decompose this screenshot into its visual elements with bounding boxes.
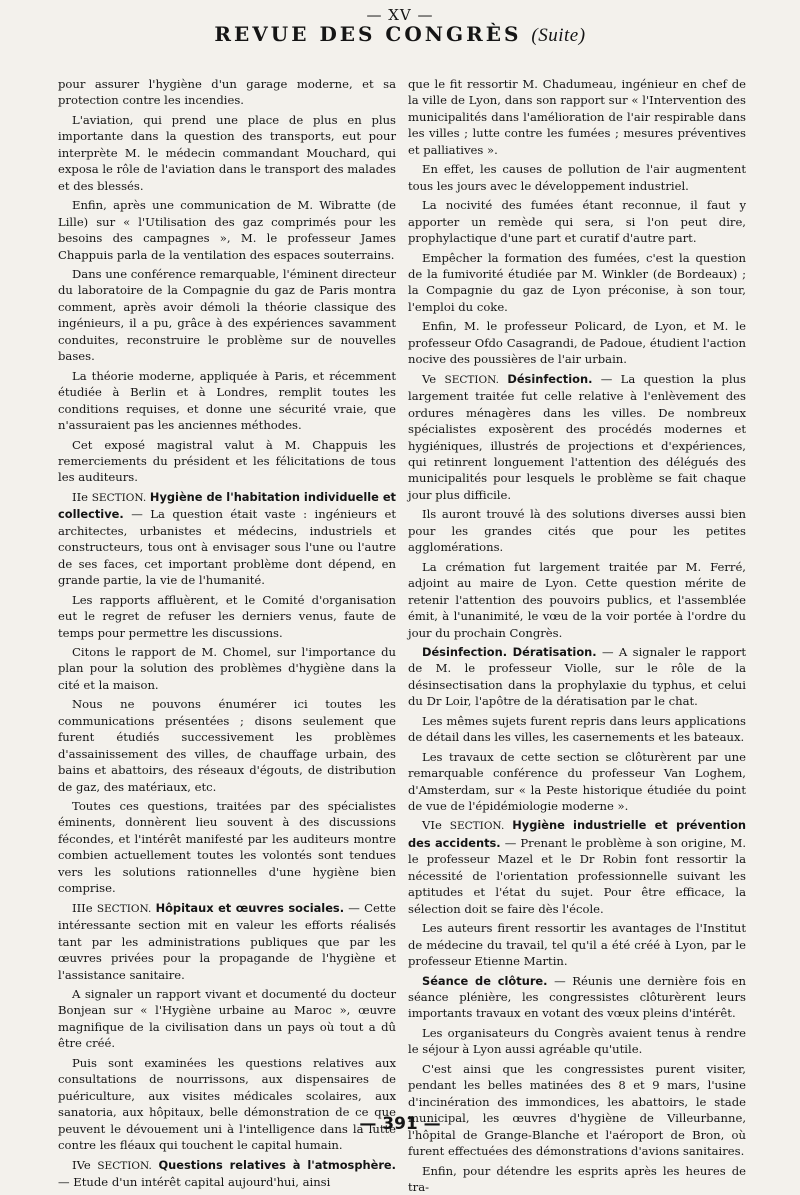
paragraph: Empêcher la formation des fumées, c'est la question de la fumivorité étudiée par M. Winkler (de Bordeaux) ; la Compagnie du gaz de Lyon préconise, à son tour, l'emploi du coke. xyxy=(408,250,746,314)
section-text: — Cette intéressante section mit en valeur les efforts réalisés tant par les administrations publiques que par les œuvres privées pour la propagande de l'hygiène et l'assistance sanitaire. xyxy=(58,900,396,982)
paragraph: Les organisateurs du Congrès avaient tenus à rendre le séjour à Lyon aussi agréable qu'utile. xyxy=(408,1025,746,1057)
section-text: — Prenant le problème à son origine, M. le professeur Mazel et le Dr Robin font ressortir la nécessité de l'orientation professionnelle suivant les aptitudes et l'état du sujet. Pour être efficace, la sélection doit se faire dès l'école. xyxy=(408,835,747,916)
section-4 xyxy=(58,1157,396,1191)
roman-page-number: — XV — xyxy=(366,6,434,24)
section-2 xyxy=(58,489,396,589)
section-number: VIe xyxy=(422,818,442,833)
section-text: — La question était vaste : ingénieurs et architectes, urbanistes et médecins, industriels et constructeurs, tous ont à envisager sous l'une ou l'autre de ses faces, cet important problème dont dépend, en grande partie, la vie de l'humanité. xyxy=(58,507,397,588)
section-5 xyxy=(408,371,746,504)
paragraph: La crémation fut largement traitée par M. Ferré, adjoint au maire de Lyon. Cette question mérite de retenir l'attention des pouvoirs publics, et l'assemblée émit, à l'unanimité, le vœu de la voir portée à l'ordre du jour du prochain Congrès. xyxy=(408,559,746,640)
paragraph: Les travaux de cette section se clôturèrent par une remarquable conférence du professeur Van Loghem, d'Amsterdam, sur « la Peste historique étudiée du point de vue de l'épidémiologie moderne ». xyxy=(408,749,746,814)
section-text: — Réunis une dernière fois en séance plénière, les congressistes clôturèrent leurs importants travaux en votant des vœux pleins d'intérêt. xyxy=(408,973,746,1021)
section-heading: Hôpitaux et œuvres sociales. xyxy=(155,900,345,915)
subsection-desinfection xyxy=(408,644,746,710)
journal-title xyxy=(0,22,800,47)
paragraph: La théorie moderne, appliquée à Paris, et récemment étudiée à Berlin et à Londres, remplit toutes les conditions requises, et donne une sécurité vraie, que n'assuraient pas les anciennes méthodes. xyxy=(58,368,396,433)
section-text: — Etude d'un intérêt capital aujourd'hui, ainsi xyxy=(58,1175,331,1189)
paragraph: Citons le rapport de M. Chomel, sur l'importance du plan pour la solution des problèmes d'hygiène dans la cité et la maison. xyxy=(58,644,396,692)
section-number: Ve xyxy=(422,371,437,386)
paragraph: pour assurer l'hygiène d'un garage moderne, et sa protection contre les incendies. xyxy=(58,77,396,108)
paragraph: Enfin, M. le professeur Policard, de Lyon, et M. le professeur Ofdo Casagrandi, de Padoue, étudient l'action nocive des poussières de l'air urbain. xyxy=(408,319,746,367)
paragraph: A signaler un rapport vivant et documenté du docteur Bonjean sur « l'Hygiène urbaine au Maroc », œuvre magnifique de la civilisation dans un pays où tout a dû être créé. xyxy=(58,987,396,1051)
section-text: — La question la plus largement traitée fut celle relative à l'enlèvement des ordures ménagères dans les villes. De nombreux spécialistes exposèrent des procédés modernes et hygiéniques, illustrés de projections et d'expériences, qui retinrent longuement l'attention des délégués des municipalités pour lesquels le problème se fait chaque jour plus difficile. xyxy=(408,371,746,502)
section-heading: Séance de clôture. xyxy=(422,973,548,988)
section-number: IIe xyxy=(72,489,89,504)
section-6 xyxy=(408,817,746,917)
section-text: — A signaler le rapport de M. le professeur Violle, sur le rôle de la désinsectisation dans la prophylaxie du typhus, et celui du Dr Loir, l'apôtre de la dératisation par le chat. xyxy=(408,644,746,709)
page-number: — 391 — xyxy=(359,1114,441,1134)
paragraph: Les rapports affluèrent, et le Comité d'organisation eut le regret de refuser les derniers venus, faute de temps pour permettre les discussions. xyxy=(58,592,396,640)
paragraph: Les mêmes sujets furent repris dans leurs applications de détail dans les villes, les casernements et les bateaux. xyxy=(408,713,746,745)
paragraph: que le fit ressortir M. Chadumeau, ingénieur en chef de la ville de Lyon, dans son rapport sur « l'Intervention des municipalités dans l'amélioration de l'air respirable dans les villes ; lutte contre les fumées ; mesures préventives et palliatives ». xyxy=(408,77,746,157)
title-text: REVUE DES CONGRÈS xyxy=(214,22,522,46)
paragraph: Puis sont examinées les questions relatives aux consultations de nourrissons, aux dispensaires de puériculture, aux visites médicales scolaires, aux sanatoria, aux hôpitaux, belle démonstration de ce que peuvent le dévouement uni à l'intelligence dans la lutte contre les fléaux qui touchent le capital humain. xyxy=(58,1055,396,1153)
section-heading: Hygiène de l'habitation individuelle et collective. xyxy=(58,489,396,522)
section-heading: Questions relatives à l'atmosphère. xyxy=(158,1157,396,1172)
section-label: SECTION. xyxy=(91,491,147,504)
paragraph: C'est ainsi que les congressistes purent visiter, pendant les belles matinées des 8 et 9 mars, l'usine d'incinération des immondices, les abattoirs, le stade municipal, les œuvres d'hygiène de Villeurbanne, l'hôpital de Grange-Blanche et l'aéroport de Bron, où furent effectuées des démonstrations d'avions sanitaires. xyxy=(408,1061,746,1159)
section-label: SECTION. xyxy=(96,902,152,915)
section-heading: Hygiène industrielle et prévention des accidents. xyxy=(408,818,747,850)
section-number: IVe xyxy=(72,1157,91,1172)
paragraph: Dans une conférence remarquable, l'éminent directeur du laboratoire de la Compagnie du gaz de Paris montra comment, après avoir démoli la théorie classique des ingénieurs, il a pu, grâce à des expériences savamment conduites, reconstruire le problème sur de nouvelles bases. xyxy=(58,266,396,364)
paragraph: L'aviation, qui prend une place de plus en plus importante dans la question des transports, eut pour interprète M. le médecin commandant Mouchard, qui exposa le rôle de l'aviation dans le transport des malades et des blessés. xyxy=(58,112,397,193)
section-heading: Désinfection. xyxy=(507,371,593,386)
right-column xyxy=(408,76,747,1194)
paragraph: Cet exposé magistral valut à M. Chappuis les remerciements du président et les félicitations de tous les auditeurs. xyxy=(58,437,396,485)
paragraph: Les auteurs firent ressortir les avantages de l'Institut de médecine du travail, tel qu'il a été créé à Lyon, par le professeur Etienne Martin. xyxy=(408,921,746,969)
paragraph: En effet, les causes de pollution de l'air augmentent tous les jours avec le développement industriel. xyxy=(408,162,746,193)
paragraph: Enfin, pour détendre les esprits après les heures de tra- xyxy=(408,1163,746,1194)
section-number: IIIe xyxy=(72,900,93,915)
title-suite: (Suite) xyxy=(531,25,586,46)
section-label: SECTION. xyxy=(444,373,500,386)
paragraph: Ils auront trouvé là des solutions diverses aussi bien pour les grandes cités que pour les petites agglomérations. xyxy=(408,507,746,555)
paragraph: La nocivité des fumées étant reconnue, il faut y apporter un remède qui sera, si l'on peut dire, prophylactique d'une part et curatif d'autre part. xyxy=(408,198,746,246)
section-3 xyxy=(58,900,396,983)
paragraph: Enfin, après une communication de M. Wibratte (de Lille) sur « l'Utilisation des gaz comprimés pour les besoins des campagnes », M. le professeur James Chappuis parla de la ventilation des espaces souterrains. xyxy=(58,198,396,262)
section-label: SECTION. xyxy=(449,820,505,833)
paragraph: Nous ne pouvons énumérer ici toutes les communications présentées ; disons seulement que furent étudiés successivement les problèmes d'assainissement des villes, de chauffage urbain, des bains et abattoirs, des réseaux d'égouts, de distribution de gaz, des matériaux, etc. xyxy=(58,697,396,794)
section-label: SECTION. xyxy=(97,1159,152,1172)
left-column xyxy=(58,76,397,1189)
closing-session xyxy=(408,973,746,1022)
section-heading: Désinfection. Dératisation. xyxy=(422,644,597,659)
paragraph: Toutes ces questions, traitées par des spécialistes éminents, donnèrent lieu souvent à des discussions fécondes, et l'intérêt manifesté par les auditeurs montre combien actuellement toutes les volontés sont tendues vers les solutions rationnelles d'une hygiène bien comprise. xyxy=(58,799,396,896)
